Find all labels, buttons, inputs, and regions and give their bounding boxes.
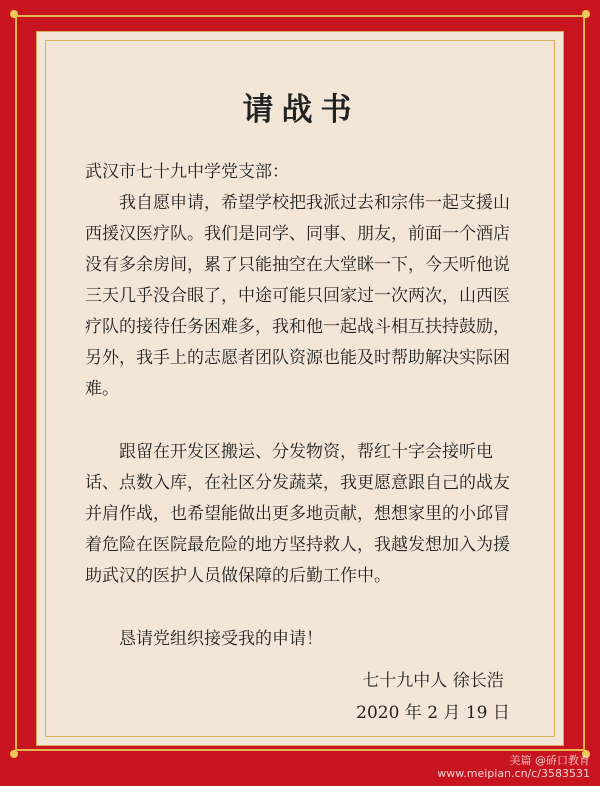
corner-ornament-icon	[582, 10, 590, 18]
watermark-line-1: 美篇 @硚口教育	[509, 754, 590, 767]
paragraph-1-text: 我自愿申请，希望学校把我派过去和宗伟一起支援山西援汉医疗队。我们是同学、同事、朋友，前面一个酒店没有多余房间，累了只能抽空在大堂眯一下，今天听他说三天几乎没合眼了，中途可能只回家过一次两次，山西医疗队的接待任务困难多，我和他一起战斗相互扶持鼓励，另外，我手上的志愿者团队资源也能及时帮助解决实际困难。	[85, 193, 510, 399]
document-title: 请战书	[242, 92, 360, 128]
source-watermark	[437, 754, 590, 780]
paragraph-2-text: 跟留在开发区搬运、分发物资，帮红十字会接听电话、点数入库，在社区分发蔬菜，我更愿意跟自己的战友并肩作战，也希望能做出更多地贡献，想想家里的小邱冒着危险在医院最危险的地方坚持救人，我越发想加入为援助武汉的医护人员做保障的后勤工作中。	[85, 442, 510, 586]
corner-ornament-icon	[10, 750, 18, 758]
salutation: 武汉市七十九中学党支部：	[85, 162, 289, 182]
letter-paper	[36, 31, 564, 746]
date: 2020 年 2 月 19 日	[356, 703, 510, 723]
watermark-line-2: www.meipian.cn/c/3583531	[437, 767, 590, 780]
signature-block	[333, 665, 533, 729]
corner-ornament-icon	[10, 10, 18, 18]
paragraph-1	[85, 188, 519, 405]
paragraph-3-text: 恳请党组织接受我的申请！	[119, 629, 323, 649]
paragraph-3	[85, 624, 519, 655]
signature: 七十九中人 徐长浩	[362, 671, 504, 691]
paragraph-2	[85, 437, 519, 592]
